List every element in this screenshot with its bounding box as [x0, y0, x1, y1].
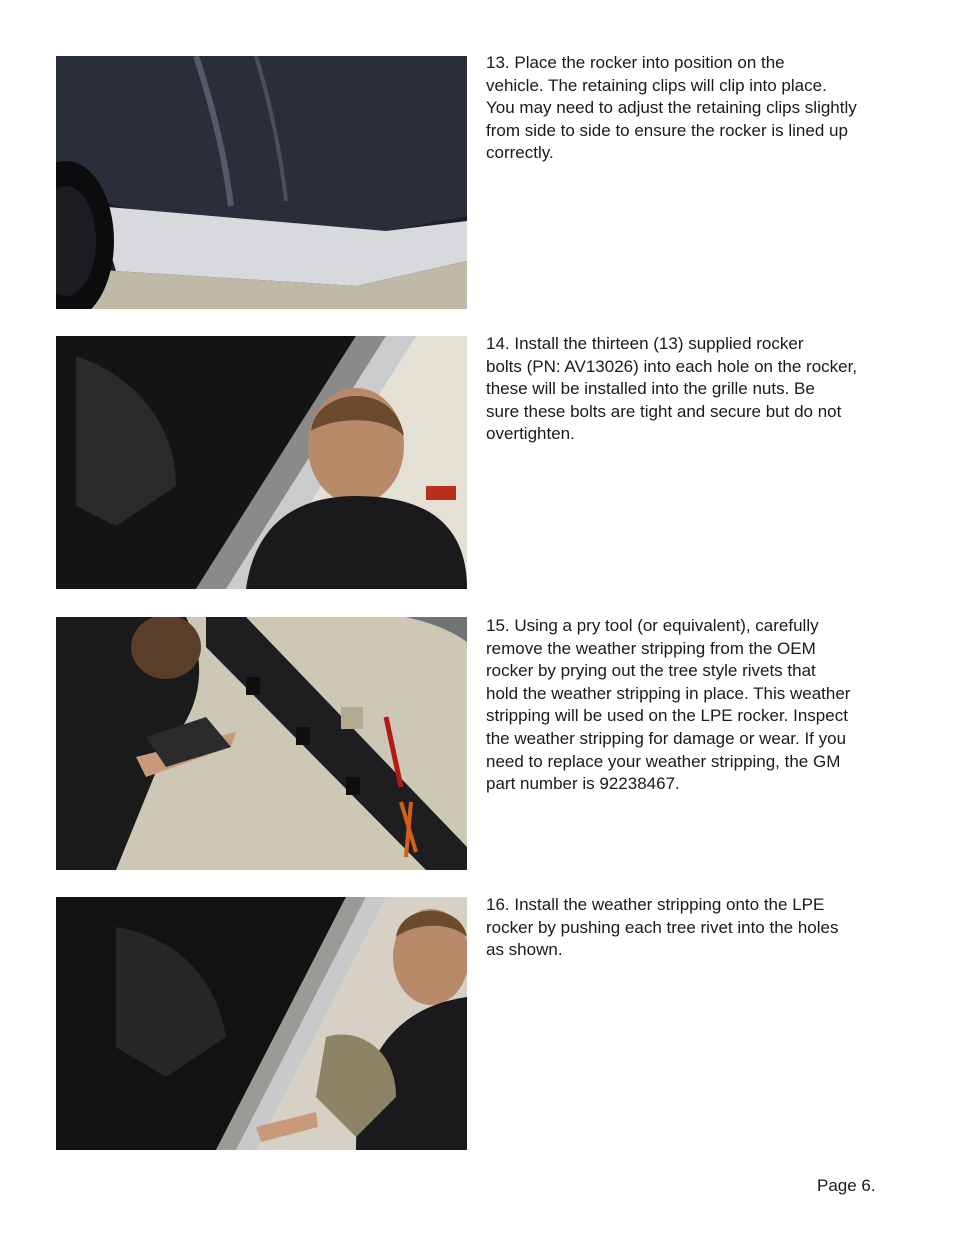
step-15-text: 15. Using a pry tool (or equivalent), carefully remove the weather stripping from the OEM rocker by prying out the tree style rivets that hold the weather stripping in place. This weather stripping will be used on the LPE rocker. Inspect the weather stripping for damage or wear. If you need to replace your weather stripping, the GM part number is 92238467. [486, 616, 851, 794]
photo-installing-bolts [56, 336, 467, 589]
photo-rocker-installed [56, 56, 467, 309]
step-16-text: 16. Install the weather stripping onto the LPE rocker by pushing each tree rivet into the holes as shown. [486, 895, 839, 960]
step-13-text: 13. Place the rocker into position on the vehicle. The retaining clips will clip into place. You may need to adjust the retaining clips slightly from side to side to ensure the rocker is lined up correctly. [486, 53, 857, 163]
photo-installing-weather-stripping [56, 897, 467, 1150]
photo-removing-weather-stripping [56, 617, 467, 870]
page-number: Page 6. [817, 1176, 876, 1195]
step-14-text: 14. Install the thirteen (13) supplied rocker bolts (PN: AV13026) into each hole on the rocker, these will be installed into the grille nuts. Be sure these bolts are tight and secure but do not overtighten. [486, 334, 858, 444]
